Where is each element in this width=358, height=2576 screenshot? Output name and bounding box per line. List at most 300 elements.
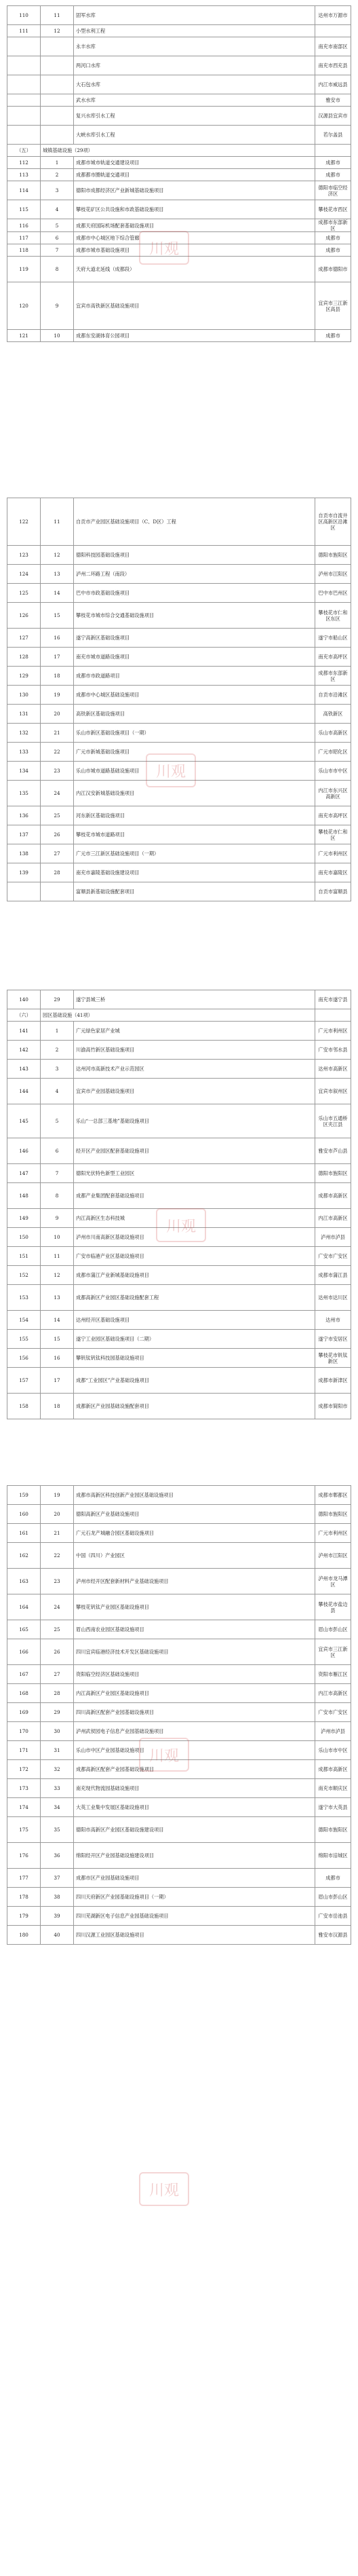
table-row: [7, 75, 351, 94]
project-name-cell: 成都高新区配套产业园基础设施项目: [74, 1760, 315, 1779]
project-name-cell: 中国（四川）产业园区: [74, 1543, 315, 1569]
row-seq-cell: [7, 37, 41, 56]
location-cell: 德阳市临空经济区: [315, 181, 351, 200]
sub-seq-cell: 22: [41, 1543, 74, 1569]
sub-seq-cell: [41, 94, 74, 107]
location-cell: 成都市: [315, 169, 351, 181]
location-cell: 攀枝花市盐边县: [315, 1594, 351, 1620]
location-cell: 广安市广安区: [315, 1703, 351, 1722]
row-seq-cell: [7, 107, 41, 126]
project-name-cell: 乐山市城市道路基础设施项目: [74, 762, 315, 781]
location-cell: 广安市岳池县: [315, 1907, 351, 1926]
location-cell: 自贡市自流井区高新区沿滩区: [315, 498, 351, 546]
location-cell: 遂宁市大英县: [315, 1798, 351, 1817]
project-name-cell: 宜宾市高铁新区基础设施项目: [74, 282, 315, 330]
location-cell: 南充市顺庆区: [315, 1779, 351, 1798]
table-row: [7, 56, 351, 75]
row-seq-cell: 160: [7, 1505, 41, 1524]
table-row: [7, 1620, 351, 1639]
table-row: [7, 629, 351, 648]
sub-seq-cell: 4: [41, 1079, 74, 1104]
table-row: [7, 1138, 351, 1164]
table-row: [7, 882, 351, 901]
row-seq-cell: 115: [7, 200, 41, 219]
table-row: [7, 1524, 351, 1543]
row-seq-cell: [7, 882, 41, 901]
sub-seq-cell: 22: [41, 743, 74, 762]
row-seq-cell: 159: [7, 1486, 41, 1505]
sub-seq-cell: 9: [41, 1209, 74, 1228]
project-name-cell: 攀枝花市城市道路项目: [74, 825, 315, 844]
table-row: [7, 762, 351, 781]
location-cell: [315, 145, 351, 157]
location-cell: 成都市郫都区: [315, 1486, 351, 1505]
project-name-cell: 永丰水库: [74, 37, 315, 56]
sub-seq-cell: [41, 75, 74, 94]
project-name-cell: 泸州武侯园电子信息产业园基础设施项目: [74, 1722, 315, 1741]
project-name-cell: 河东新区基础设施项目: [74, 806, 315, 825]
row-seq-cell: 149: [7, 1209, 41, 1228]
location-cell: 泸州市江阳区: [315, 565, 351, 584]
table-row: [7, 25, 351, 37]
table-row: [7, 1311, 351, 1330]
project-table: [7, 1485, 351, 1945]
row-seq-cell: 114: [7, 181, 41, 200]
row-seq-cell: 170: [7, 1722, 41, 1741]
location-cell: 成都市东部新区: [315, 667, 351, 686]
row-seq-cell: 140: [7, 990, 41, 1009]
project-name-cell: 攀枝花矿区公共设施和市政基础设施项目: [74, 200, 315, 219]
row-seq-cell: 153: [7, 1285, 41, 1311]
project-name-cell: 川渝高竹新区基础设施项目: [74, 1041, 315, 1060]
table-row: [7, 1703, 351, 1722]
sub-seq-cell: 4: [41, 200, 74, 219]
sub-seq-cell: 24: [41, 1594, 74, 1620]
project-name-cell: 内江汉安新城基础设施项目: [74, 781, 315, 806]
watermark-logo: 川观: [146, 753, 196, 787]
project-name-cell: 经开区产业园区配套基础设施项目: [74, 1138, 315, 1164]
table-row: [7, 1285, 351, 1311]
sub-seq-cell: 19: [41, 686, 74, 705]
location-cell: 达州市: [315, 1311, 351, 1330]
sub-seq-cell: 39: [41, 1907, 74, 1926]
row-seq-cell: 110: [7, 6, 41, 25]
table-row: [7, 1505, 351, 1524]
sub-seq-cell: 24: [41, 781, 74, 806]
row-seq-cell: 141: [7, 1022, 41, 1041]
sub-seq-cell: 3: [41, 1060, 74, 1079]
row-seq-cell: 152: [7, 1266, 41, 1285]
row-seq-cell: 179: [7, 1907, 41, 1926]
row-seq-cell: 151: [7, 1247, 41, 1266]
project-name-cell: 泸州二环路工程（南段）: [74, 565, 315, 584]
sub-seq-cell: 16: [41, 1349, 74, 1368]
project-name-cell: 广元市新城基础设施项目: [74, 743, 315, 762]
sub-seq-cell: 37: [41, 1869, 74, 1888]
sub-seq-cell: 8: [41, 257, 74, 282]
project-table: [7, 5, 351, 342]
location-cell: 成都市: [315, 232, 351, 244]
table-row: [7, 1247, 351, 1266]
sub-seq-cell: 23: [41, 1569, 74, 1594]
project-name-cell: 遂宁高新区基础设施项目: [74, 629, 315, 648]
location-cell: 广元市利州区: [315, 1524, 351, 1543]
row-seq-cell: 178: [7, 1888, 41, 1907]
project-name-cell: 广元石龙产城融合园区基础设施项目: [74, 1524, 315, 1543]
row-seq-cell: 130: [7, 686, 41, 705]
sub-seq-cell: 23: [41, 762, 74, 781]
sub-seq-cell: 18: [41, 1394, 74, 1419]
sub-seq-cell: 38: [41, 1888, 74, 1907]
sub-seq-cell: 25: [41, 806, 74, 825]
sub-seq-cell: 32: [41, 1760, 74, 1779]
location-cell: 泸州市泸县: [315, 1228, 351, 1247]
location-cell: 巴中市巴州区: [315, 584, 351, 603]
project-name-cell: 成都市中心城区基础设施项目: [74, 686, 315, 705]
table-row: [7, 94, 351, 107]
location-cell: 雅安市汉源县: [315, 1926, 351, 1945]
location-cell: 自贡市沿滩区: [315, 686, 351, 705]
location-cell: [315, 25, 351, 37]
table-row: [7, 705, 351, 724]
table-row: [7, 990, 351, 1009]
location-cell: 遂宁市船山区: [315, 629, 351, 648]
row-seq-cell: 161: [7, 1524, 41, 1543]
row-seq-cell: 171: [7, 1741, 41, 1760]
location-cell: 内江市高新区: [315, 1684, 351, 1703]
project-name-cell: 绵阳经开区产业园基础设施建设项目: [74, 1843, 315, 1869]
project-name-cell: 成都市蒲江产业新城基础设施项目: [74, 1266, 315, 1285]
location-cell: 南充市高坪区: [315, 806, 351, 825]
location-cell: 德阳市旌阳区: [315, 1817, 351, 1843]
table-row: [7, 743, 351, 762]
table-row: [7, 844, 351, 863]
location-cell: 南充市嘉陵区: [315, 863, 351, 882]
location-cell: 绵阳市涪城区: [315, 1843, 351, 1869]
table-row: [7, 6, 351, 25]
location-cell: 攀枝花市钒钛新区: [315, 1349, 351, 1368]
sub-seq-cell: 14: [41, 1311, 74, 1330]
row-seq-cell: 175: [7, 1817, 41, 1843]
sub-seq-cell: 9: [41, 282, 74, 330]
row-seq-cell: 147: [7, 1164, 41, 1183]
row-seq-cell: 146: [7, 1138, 41, 1164]
project-name-cell: 成都市市政道路项目: [74, 667, 315, 686]
table-row: [7, 330, 351, 342]
table-row: [7, 1266, 351, 1285]
sub-seq-cell: 12: [41, 25, 74, 37]
row-seq-cell: 120: [7, 282, 41, 330]
table-row: [7, 1779, 351, 1798]
location-cell: 内江市东兴区高新区: [315, 781, 351, 806]
table-row: [7, 1798, 351, 1817]
table-row: [7, 667, 351, 686]
location-cell: 泸州市泸县: [315, 1722, 351, 1741]
category-row: [7, 145, 351, 157]
location-cell: 内江市高新区: [315, 1209, 351, 1228]
project-name-cell: 四川天府新区产业园基础设施项目（一期）: [74, 1888, 315, 1907]
project-name-cell: 广安市临港产业区基础设施项目: [74, 1247, 315, 1266]
sub-seq-cell: 1: [41, 157, 74, 169]
project-name-cell: 宜宾市产业园基础设施项目: [74, 1079, 315, 1104]
table-row: [7, 1741, 351, 1760]
location-cell: 成都市东部新区: [315, 219, 351, 232]
location-cell: 攀枝花市西区: [315, 200, 351, 219]
table-row: [7, 157, 351, 169]
sub-seq-cell: 33: [41, 1779, 74, 1798]
watermark-logo: 川观: [139, 1738, 189, 1772]
sub-seq-cell: 14: [41, 584, 74, 603]
row-seq-cell: 126: [7, 603, 41, 629]
row-seq-cell: 134: [7, 762, 41, 781]
location-cell: 德阳市旌阳区: [315, 546, 351, 565]
project-name-cell: 德阳科技园基础设施项目: [74, 546, 315, 565]
location-cell: 南充市高坪区: [315, 648, 351, 667]
table-row: [7, 169, 351, 181]
sub-seq-cell: 16: [41, 629, 74, 648]
row-seq-cell: 121: [7, 330, 41, 342]
location-cell: 达州市达川区: [315, 1285, 351, 1311]
location-cell: 汉源县宜宾市: [315, 107, 351, 126]
project-name-cell: 成都东安湖体育公园项目: [74, 330, 315, 342]
row-seq-cell: 138: [7, 844, 41, 863]
project-name-cell: 南充市嘉陵基础设施建设项目: [74, 863, 315, 882]
row-seq-cell: 176: [7, 1843, 41, 1869]
row-seq-cell: 173: [7, 1779, 41, 1798]
location-cell: 成都市: [315, 330, 351, 342]
sub-seq-cell: 6: [41, 1138, 74, 1164]
sub-seq-cell: 19: [41, 1486, 74, 1505]
table-row: [7, 825, 351, 844]
table-row: [7, 1041, 351, 1060]
location-cell: 攀枝花市仁和区: [315, 825, 351, 844]
row-seq-cell: [7, 75, 41, 94]
sub-seq-cell: 29: [41, 1703, 74, 1722]
row-seq-cell: [7, 126, 41, 145]
location-cell: 乐山市五通桥区夹江县: [315, 1104, 351, 1138]
project-name-cell: 达州河市高新技术产业示范园区: [74, 1060, 315, 1079]
row-seq-cell: 177: [7, 1869, 41, 1888]
project-name-cell: 攀枝花钒钛产业园区基础设施项目: [74, 1594, 315, 1620]
row-seq-cell: 158: [7, 1394, 41, 1419]
row-seq-cell: 164: [7, 1594, 41, 1620]
table-row: [7, 1665, 351, 1684]
row-seq-cell: 119: [7, 257, 41, 282]
row-seq-cell: 118: [7, 244, 41, 257]
location-cell: 成都市高新区: [315, 1760, 351, 1779]
sub-seq-cell: 28: [41, 863, 74, 882]
project-name-cell: 内江高新区产业园区基础设施项目: [74, 1684, 315, 1703]
location-cell: 成都市蒲江县: [315, 1266, 351, 1285]
project-name-cell: 成都市城市基础设施项目: [74, 244, 315, 257]
row-seq-cell: （六）: [7, 1009, 41, 1022]
location-cell: 广安市广安区: [315, 1247, 351, 1266]
location-cell: 广元市利州区: [315, 844, 351, 863]
table-row: [7, 686, 351, 705]
project-name-cell: 成都产业集团配套基础设施项目: [74, 1183, 315, 1209]
project-name-cell: 达州经开区基础设施项目: [74, 1311, 315, 1330]
project-name-cell: 成都市区产业园基础设施项目: [74, 1869, 315, 1888]
row-seq-cell: 169: [7, 1703, 41, 1722]
table-row: [7, 244, 351, 257]
location-cell: 成都市简阳市: [315, 1394, 351, 1419]
sub-seq-cell: 7: [41, 1164, 74, 1183]
row-seq-cell: 156: [7, 1349, 41, 1368]
project-name-cell: 武水水库: [74, 94, 315, 107]
sub-seq-cell: 2: [41, 1041, 74, 1060]
sub-seq-cell: 15: [41, 1330, 74, 1349]
table-page-1: [7, 5, 351, 342]
table-row: [7, 648, 351, 667]
project-name-cell: 德阳光伏特色新型工业园区: [74, 1164, 315, 1183]
sub-seq-cell: [41, 56, 74, 75]
location-cell: 成都市: [315, 1869, 351, 1888]
location-cell: 南充市南部区: [315, 37, 351, 56]
row-seq-cell: 111: [7, 25, 41, 37]
sub-seq-cell: 20: [41, 1505, 74, 1524]
sub-seq-cell: 11: [41, 1247, 74, 1266]
table-row: [7, 1079, 351, 1104]
project-name-cell: 两河口水库: [74, 56, 315, 75]
row-seq-cell: 133: [7, 743, 41, 762]
row-seq-cell: 123: [7, 546, 41, 565]
row-seq-cell: 124: [7, 565, 41, 584]
location-cell: 雅安市: [315, 94, 351, 107]
sub-seq-cell: 11: [41, 498, 74, 546]
row-seq-cell: 137: [7, 825, 41, 844]
sub-seq-cell: 26: [41, 1639, 74, 1665]
project-name-cell: 成都都市圈轨道交通项目: [74, 169, 315, 181]
table-page-3: [7, 990, 351, 1419]
row-seq-cell: 154: [7, 1311, 41, 1330]
project-name-cell: 四川宜宾临港经济技术开发区基础设施项目: [74, 1639, 315, 1665]
table-row: [7, 181, 351, 200]
sub-seq-cell: 10: [41, 330, 74, 342]
project-name-cell: 成都新区产业园基础设施配套项目: [74, 1394, 315, 1419]
sub-seq-cell: 10: [41, 1228, 74, 1247]
location-cell: 南充市西充县: [315, 56, 351, 75]
project-name-cell: 成都市中心城区地下综合管廊: [74, 232, 315, 244]
project-name-cell: 巴中市市政基础设施项目: [74, 584, 315, 603]
table-row: [7, 1817, 351, 1843]
location-cell: 达州市万源市: [315, 6, 351, 25]
location-cell: 若尔盖县: [315, 126, 351, 145]
row-seq-cell: 142: [7, 1041, 41, 1060]
row-seq-cell: 128: [7, 648, 41, 667]
table-row: [7, 1907, 351, 1926]
location-cell: 雅安市芦山县: [315, 1138, 351, 1164]
row-seq-cell: 180: [7, 1926, 41, 1945]
table-page-4: [7, 1485, 351, 1945]
project-name-cell: 大峡水库引水工程: [74, 126, 315, 145]
sub-seq-cell: 15: [41, 603, 74, 629]
row-seq-cell: 165: [7, 1620, 41, 1639]
location-cell: 乐山市市中区: [315, 762, 351, 781]
table-row: [7, 498, 351, 546]
project-name-cell: 大石包水库: [74, 75, 315, 94]
row-seq-cell: 113: [7, 169, 41, 181]
sub-seq-cell: 21: [41, 724, 74, 743]
row-seq-cell: 135: [7, 781, 41, 806]
row-seq-cell: [7, 56, 41, 75]
sub-seq-cell: 2: [41, 169, 74, 181]
location-cell: 内江市威远县: [315, 75, 351, 94]
row-seq-cell: 148: [7, 1183, 41, 1209]
table-row: [7, 282, 351, 330]
table-row: [7, 37, 351, 56]
row-seq-cell: 143: [7, 1060, 41, 1079]
project-name-cell: 自贡市产业园区基础设施项目（C、D区）工程: [74, 498, 315, 546]
location-cell: 广元市利州区: [315, 1022, 351, 1041]
location-cell: 广元市昭化区: [315, 743, 351, 762]
table-row: [7, 1104, 351, 1138]
location-cell: 遂宁市安居区: [315, 1330, 351, 1349]
row-seq-cell: 166: [7, 1639, 41, 1665]
project-name-cell: 复兴水库引水工程: [74, 107, 315, 126]
location-cell: 成都市德阳市: [315, 257, 351, 282]
row-seq-cell: （五）: [7, 145, 41, 157]
row-seq-cell: [7, 94, 41, 107]
table-row: [7, 1330, 351, 1349]
row-seq-cell: 139: [7, 863, 41, 882]
watermark-logo: 川观: [156, 1208, 206, 1242]
location-cell: 宜宾市三江新区: [315, 1639, 351, 1665]
location-cell: 成都市: [315, 244, 351, 257]
sub-seq-cell: 21: [41, 1524, 74, 1543]
project-name-cell: 四川芜湖新区电子信息产业园基础设施项目: [74, 1907, 315, 1926]
location-cell: 眉山市彭山区: [315, 1888, 351, 1907]
row-seq-cell: 125: [7, 584, 41, 603]
project-name-cell: 德阳高新区产业基础设施项目: [74, 1505, 315, 1524]
sub-seq-cell: 36: [41, 1843, 74, 1869]
sub-seq-cell: [41, 126, 74, 145]
table-row: [7, 1183, 351, 1209]
row-seq-cell: 117: [7, 232, 41, 244]
table-row: [7, 1394, 351, 1419]
project-name-cell: 四川高新区配套产业园基础设施项目: [74, 1703, 315, 1722]
project-name-cell: 南充现代物流园基础设施项目: [74, 1779, 315, 1798]
table-row: [7, 107, 351, 126]
sub-seq-cell: 7: [41, 244, 74, 257]
sub-seq-cell: 28: [41, 1684, 74, 1703]
location-cell: 自贡市富顺县: [315, 882, 351, 901]
project-name-cell: 泸州市经开区配套新材料产业基础设施项目: [74, 1569, 315, 1594]
row-seq-cell: 144: [7, 1079, 41, 1104]
project-name-cell: 成都“工业园区”产业基础设施项目: [74, 1368, 315, 1394]
location-cell: 成都市: [315, 157, 351, 169]
sub-seq-cell: 5: [41, 1104, 74, 1138]
sub-seq-cell: 8: [41, 1183, 74, 1209]
location-cell: 泸州市龙马潭区: [315, 1569, 351, 1594]
sub-seq-cell: 34: [41, 1798, 74, 1817]
project-name-cell: 富顺县新基础设施配套项目: [74, 882, 315, 901]
location-cell: 泸州市江阳区: [315, 1543, 351, 1569]
sub-seq-cell: 11: [41, 6, 74, 25]
table-row: [7, 1684, 351, 1703]
watermark-logo: 川观: [139, 2172, 189, 2206]
sub-seq-cell: 17: [41, 648, 74, 667]
table-row: [7, 806, 351, 825]
table-row: [7, 257, 351, 282]
row-seq-cell: 167: [7, 1665, 41, 1684]
sub-seq-cell: 30: [41, 1722, 74, 1741]
table-row: [7, 724, 351, 743]
project-name-cell: 乐山市中区产业园基础设施项目: [74, 1741, 315, 1760]
project-name-cell: 成都市城市轨道交通建设项目: [74, 157, 315, 169]
project-name-cell: 内江高新区生态科技城: [74, 1209, 315, 1228]
table-row: [7, 781, 351, 806]
table-row: [7, 1869, 351, 1888]
